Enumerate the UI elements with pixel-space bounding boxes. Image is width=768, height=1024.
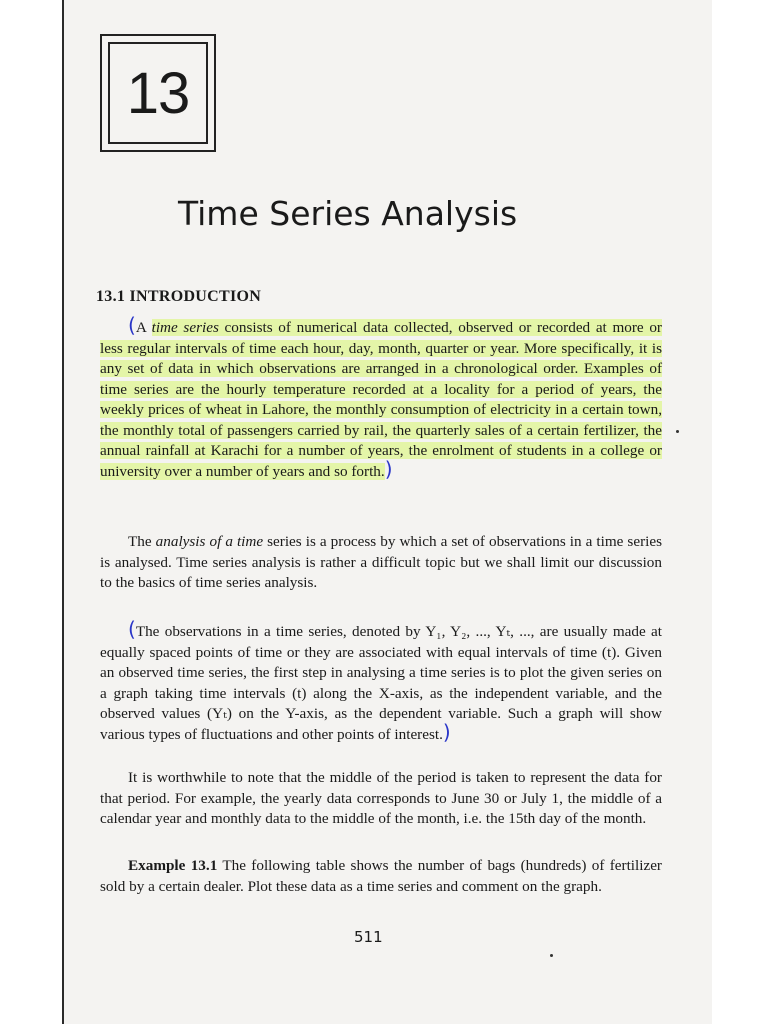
paragraph-analysis [100,532,662,594]
paragraph-text: series is a process by which a set of observations in a time series is analysed. Time series analysis is rather a difficult topic but we shall limit our discussion to the basics of time series analysis. [100,533,662,591]
paragraph-observations [100,617,662,745]
page-number: 511 [354,928,383,946]
pen-bracket-open-icon: ( [128,617,136,641]
paragraph-text: It is worthwhile to note that the middle of the period is taken to represent the data for that period. For example, the yearly data corresponds to June 30 or July 1, the middle of a calendar year and monthly data to the middle of the month, i.e. the 15th day of the month. [100,769,662,827]
chapter-number-box [100,34,216,152]
pen-bracket-close-icon: ) [384,456,393,481]
paragraph-middle-period [100,768,662,830]
chapter-number: 13 [108,42,208,144]
term-analysis: analysis of a time [155,533,264,550]
paragraph-text-highlighted: consists of numerical data collected, observed or recorded at more or less regular intervals of time each hour, day, month, quarter or year. More specifically, it is any set of data in which observations are arranged in a chronological order. Examples of time series are the hourly temperature recorded at a locality for a period of years, the weekly prices of wheat in Lahore, the monthly consumption of electricity in a certain town, the monthly total of passengers carried by rail, the quarterly sales of a certain fertilizer, the annual rainfall at Karachi for a number of years, the enrolment of students in a college or university over a number of years and so forth. [100,319,662,480]
speck [550,954,553,957]
pen-bracket-close-icon: ) [442,719,451,744]
paragraph-intro [100,313,662,482]
paragraph-text: The [128,533,156,550]
pen-bracket-open-icon: ( [128,313,136,337]
chapter-title: Time Series Analysis [178,194,518,233]
term-time-series: time series [151,319,219,336]
example-label: Example 13.1 [128,857,218,874]
book-page [62,0,712,1024]
paragraph-text: A [135,319,152,336]
example-text: The following table shows the number of bags (hundreds) of fertilizer sold by a certain dealer. Plot these data as a time series and comment on the graph. [100,857,662,895]
speck [676,430,679,433]
section-heading: 13.1 INTRODUCTION [96,288,262,305]
paragraph-text: The observations in a time series, denoted by Y₁, Y₂, ..., Yₜ, ..., are usually made at equally spaced points of time or they are associated with equal intervals of time (t). Given an observed time series, the first step in analysing a time series is to plot the given series on a graph taking time intervals (t) along the X-axis, as the independent variable, and the observed values (Yₜ) on the Y-axis, as the dependent variable. Such a graph will show various types of fluctuations and other points of interest. [100,623,662,743]
example-13-1 [100,856,662,897]
